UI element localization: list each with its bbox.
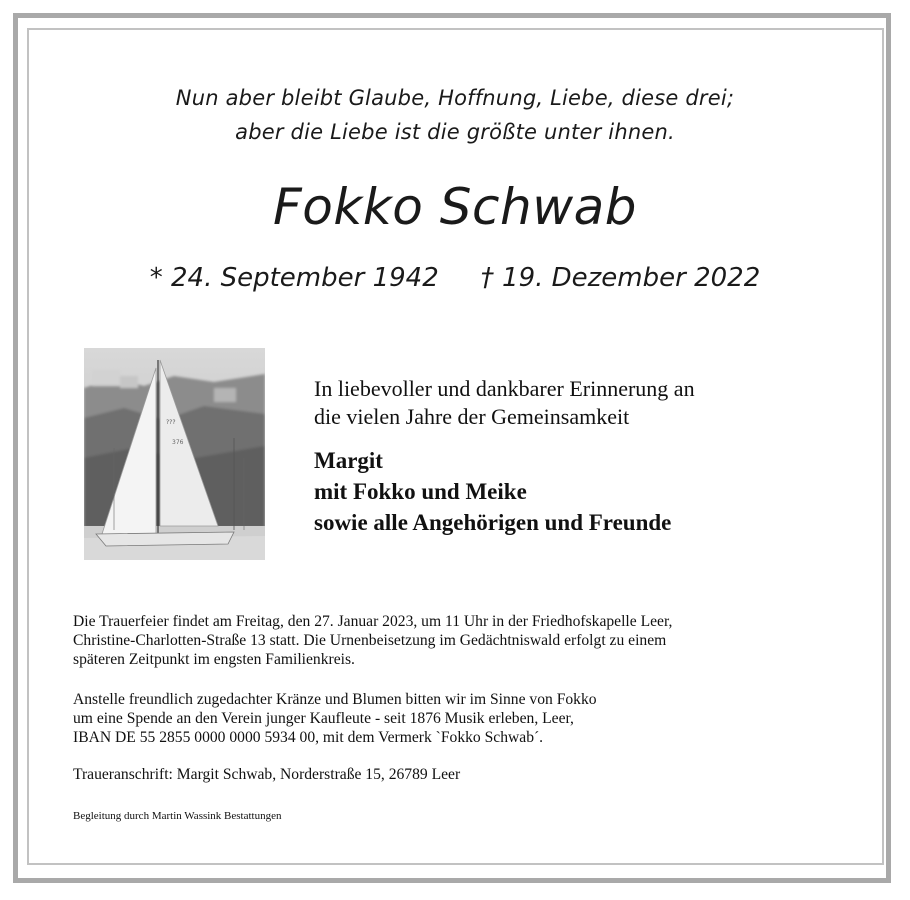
memorial-line-1: In liebevoller und dankbarer Erinnerung an bbox=[314, 376, 695, 401]
death-date: † 19. Dezember 2022 bbox=[480, 263, 761, 293]
bible-verse-line-2: aber die Liebe ist die größte unter ihnen. bbox=[235, 120, 675, 144]
memorial-line-2: die vielen Jahre der Gemeinsamkeit bbox=[314, 404, 630, 429]
ceremony-line-1: Die Trauerfeier findet am Freitag, den 27. Januar 2023, um 11 Uhr in der Friedhofskapelle Leer, bbox=[73, 613, 673, 630]
mourner-line-2: mit Fokko und Meike bbox=[314, 479, 527, 504]
deceased-name: Fokko Schwab bbox=[273, 178, 637, 236]
mourner-line-1: Margit bbox=[314, 448, 383, 473]
mourners-block bbox=[314, 445, 671, 538]
birth-date: * 24. September 1942 bbox=[149, 263, 439, 293]
ceremony-line-3: späteren Zeitpunkt im engsten Familienkreis. bbox=[73, 651, 355, 668]
life-dates bbox=[0, 263, 910, 293]
donation-paragraph bbox=[73, 690, 597, 747]
sail-number-bottom: 376 bbox=[172, 439, 184, 446]
donation-line-2: um eine Spende an den Verein junger Kaufleute - seit 1876 Musik erleben, Leer, bbox=[73, 710, 574, 727]
mourning-address: Traueranschrift: Margit Schwab, Norderstraße 15, 26789 Leer bbox=[73, 766, 461, 783]
sail-number-top: ??? bbox=[166, 419, 176, 426]
donation-line-1: Anstelle freundlich zugedachter Kränze und Blumen bitten wir im Sinne von Fokko bbox=[73, 691, 597, 708]
undertaker-credit: Begleitung durch Martin Wassink Bestattungen bbox=[73, 810, 282, 822]
ceremony-paragraph bbox=[73, 612, 672, 669]
sailboat-photo bbox=[84, 348, 265, 560]
mourner-line-3: sowie alle Angehörigen und Freunde bbox=[314, 510, 672, 535]
bible-verse-line-1: Nun aber bleibt Glaube, Hoffnung, Liebe, diese drei; bbox=[175, 86, 735, 110]
ceremony-line-2: Christine-Charlotten-Straße 13 statt. Die Urnenbeisetzung im Gedächtniswald erfolgt zu einem bbox=[73, 632, 667, 649]
donation-line-3: IBAN DE 55 2855 0000 0000 5934 00, mit dem Vermerk `Fokko Schwab´. bbox=[73, 729, 544, 746]
